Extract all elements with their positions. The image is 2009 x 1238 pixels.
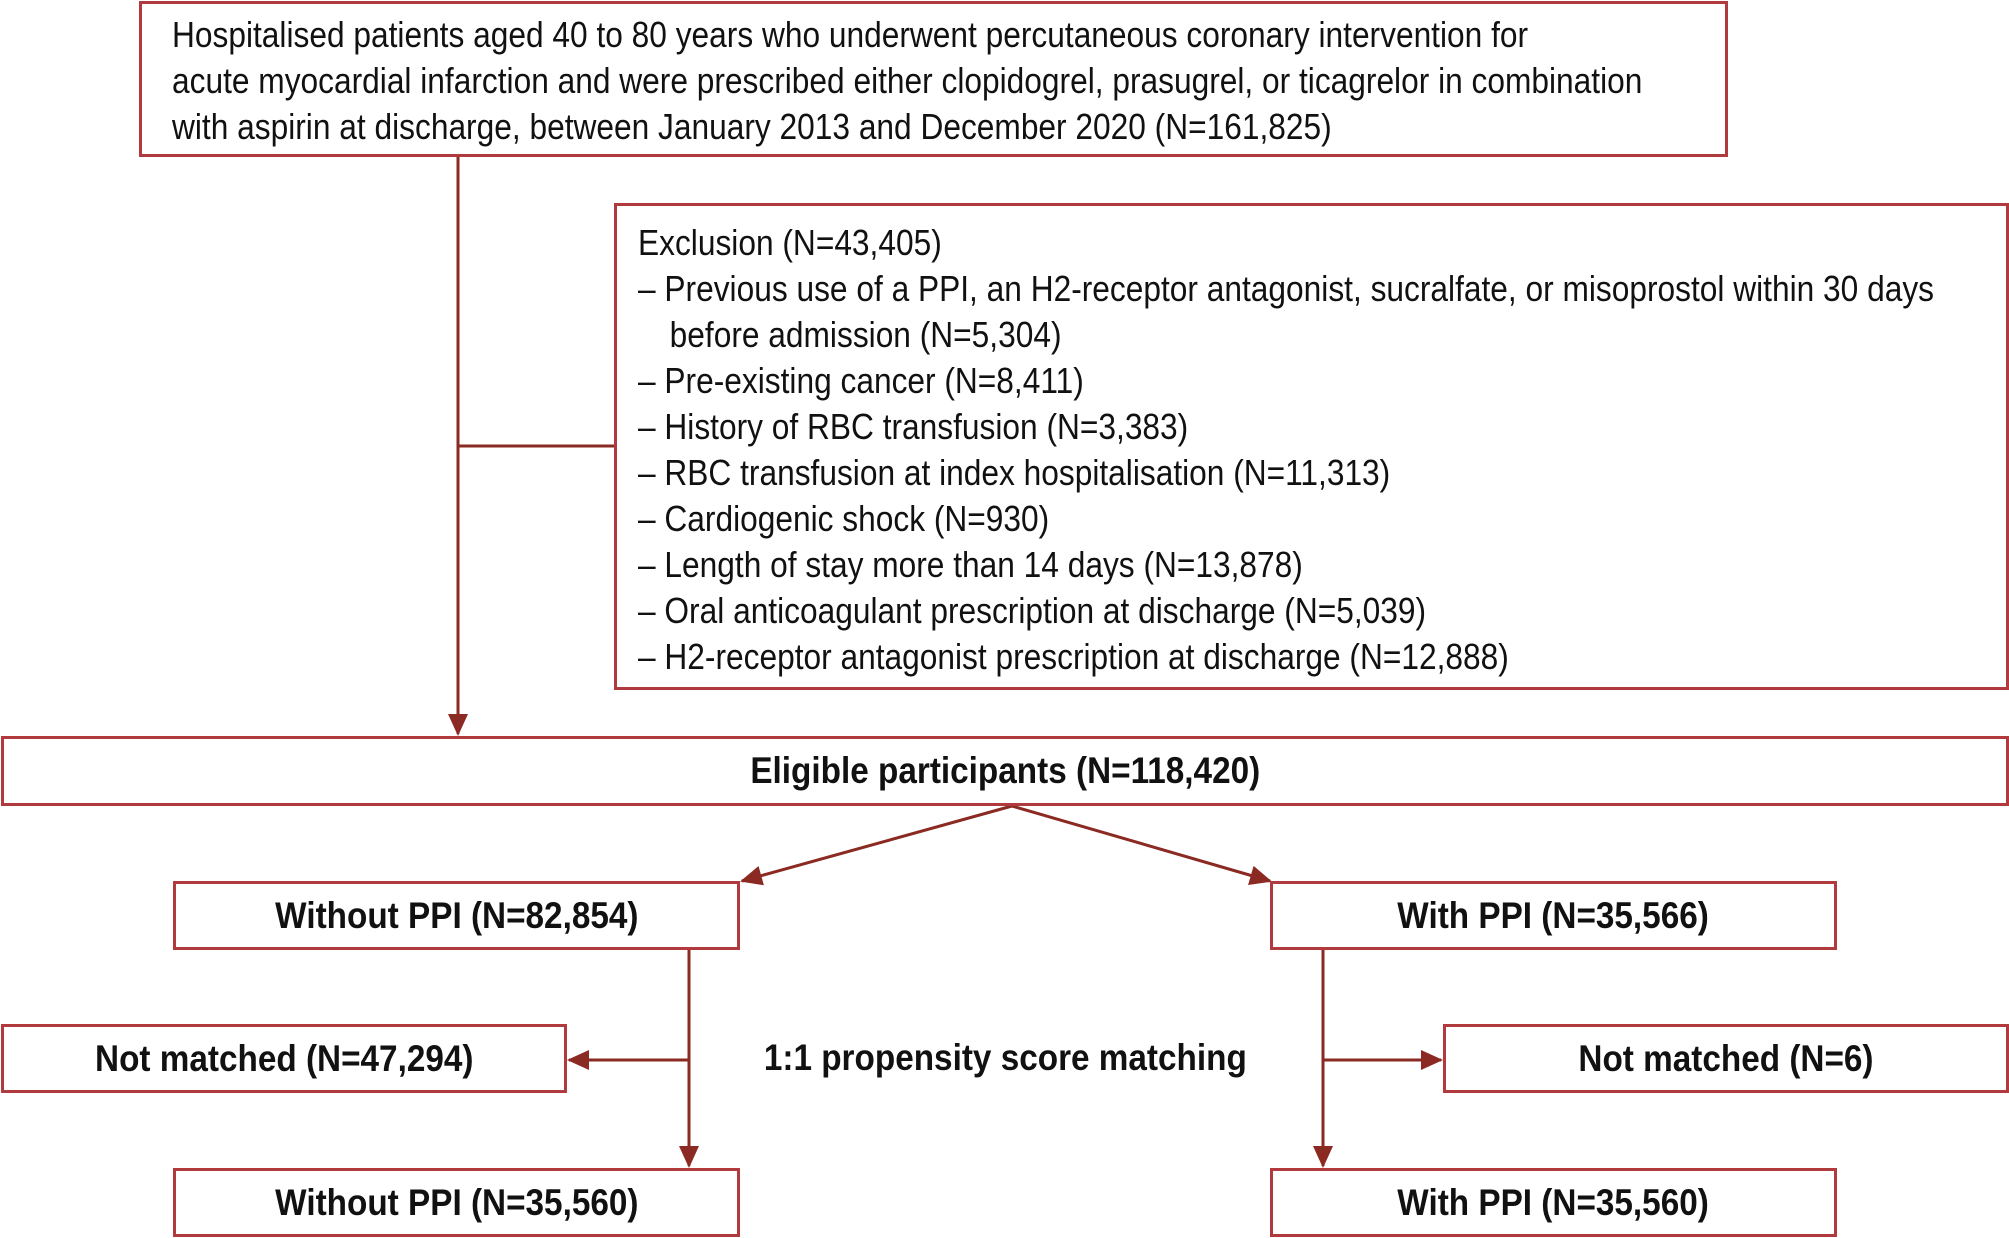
- source-population-text: [172, 12, 1643, 150]
- source-line: acute myocardial infarction and were prescribed either clopidogrel, prasugrel, or ticagrelor in combination: [172, 60, 1643, 101]
- arrow-eligible-to-without: [742, 806, 1012, 881]
- propensity-matching-label: [700, 1033, 1310, 1083]
- exclusion-item: – H2-receptor antagonist prescription at discharge (N=12,888): [638, 636, 1509, 677]
- eligible-participants-box: [1, 736, 2009, 806]
- source-line: with aspirin at discharge, between January 2013 and December 2020 (N=161,825): [172, 106, 1332, 147]
- exclusion-item: – History of RBC transfusion (N=3,383): [638, 406, 1189, 447]
- not-matched-right-box: [1443, 1024, 2009, 1093]
- with-ppi-label: With PPI (N=35,566): [1397, 894, 1710, 936]
- exclusion-item: before admission (N=5,304): [669, 314, 1062, 355]
- exclusion-item: – Pre-existing cancer (N=8,411): [638, 360, 1084, 401]
- with-ppi-matched-box: [1270, 1168, 1837, 1237]
- not-matched-left-label: Not matched (N=47,294): [94, 1037, 474, 1079]
- eligible-participants-label: Eligible participants (N=118,420): [750, 750, 1260, 791]
- exclusion-title: Exclusion (N=43,405): [638, 222, 942, 263]
- exclusion-item: – RBC transfusion at index hospitalisation (N=11,313): [638, 452, 1391, 493]
- with-ppi-box: [1270, 881, 1837, 950]
- not-matched-left-box: [1, 1024, 567, 1093]
- not-matched-right-label: Not matched (N=6): [1578, 1037, 1874, 1079]
- without-ppi-box: [173, 881, 740, 950]
- with-ppi-matched-label: With PPI (N=35,560): [1397, 1181, 1710, 1223]
- without-ppi-matched-box: [173, 1168, 740, 1237]
- exclusion-item: – Cardiogenic shock (N=930): [638, 498, 1050, 539]
- without-ppi-matched-label: Without PPI (N=35,560): [274, 1181, 639, 1223]
- exclusion-box: [614, 203, 2009, 690]
- exclusion-text: [638, 220, 1935, 680]
- exclusion-item: – Length of stay more than 14 days (N=13,878): [638, 544, 1303, 585]
- arrow-eligible-to-with: [1012, 806, 1270, 881]
- source-line: Hospitalised patients aged 40 to 80 years who underwent percutaneous coronary intervention for: [172, 14, 1529, 55]
- exclusion-item: – Previous use of a PPI, an H2-receptor antagonist, sucralfate, or misoprostol within 30 days: [638, 268, 1935, 309]
- source-population-box: [139, 1, 1728, 157]
- propensity-matching-text: 1:1 propensity score matching: [763, 1037, 1247, 1078]
- without-ppi-label: Without PPI (N=82,854): [274, 894, 639, 936]
- exclusion-item: – Oral anticoagulant prescription at discharge (N=5,039): [638, 590, 1427, 631]
